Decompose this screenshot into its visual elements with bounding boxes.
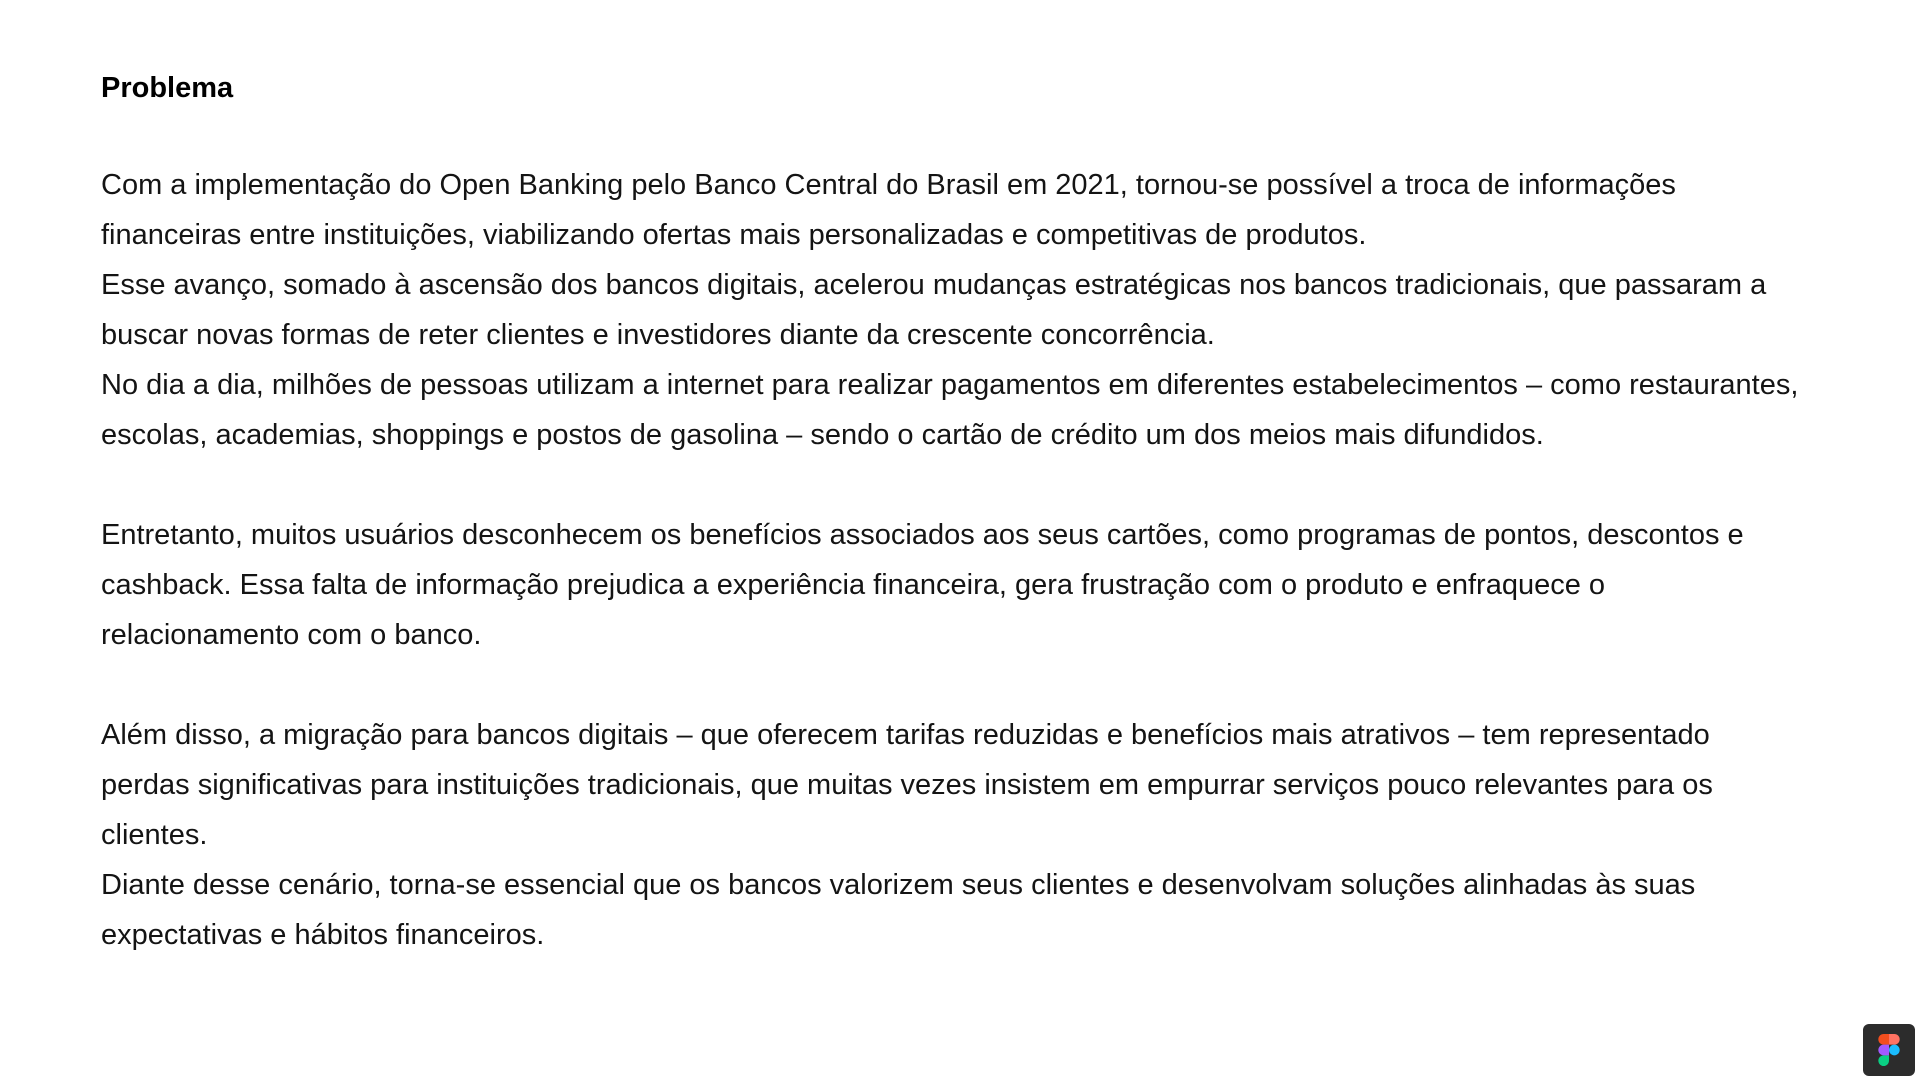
- spacer: [101, 460, 1801, 510]
- paragraph-conclusion: Diante desse cenário, torna-se essencial que os bancos valorizem seus clientes e desenvolvam soluções alinhadas às suas expectativas e hábitos financeiros.: [101, 869, 1696, 951]
- section-title: Problema: [101, 72, 234, 104]
- paragraph-open-banking: Com a implementação do Open Banking pelo Banco Central do Brasil em 2021, tornou-se possível a troca de informações financeiras entre instituições, viabilizando ofertas mais personalizadas e competitivas de produtos.: [101, 169, 1676, 251]
- spacer: [101, 108, 1801, 160]
- content-area: [101, 68, 1801, 960]
- paragraph-benefits: Entretanto, muitos usuários desconhecem os benefícios associados aos seus cartões, como programas de pontos, descontos e cashback. Essa falta de informação prejudica a experiência financeira, gera frustração com o produto e enfraquece o relacionamento com o banco.: [101, 519, 1744, 651]
- paragraph-digital-banks: Esse avanço, somado à ascensão dos bancos digitais, acelerou mudanças estratégicas nos bancos tradicionais, que passaram a buscar novas formas de reter clientes e investidores diante da crescente concorrência.: [101, 269, 1767, 351]
- paragraph-migration: Além disso, a migração para bancos digitais – que oferecem tarifas reduzidas e benefícios mais atrativos – tem representado perdas significativas para instituições tradicionais, que muitas vezes insistem em empurrar serviços pouco relevantes para os clientes.: [101, 719, 1713, 851]
- figma-logo-icon: [1878, 1034, 1900, 1066]
- paragraph-payments: No dia a dia, milhões de pessoas utilizam a internet para realizar pagamentos em diferentes estabelecimentos – como restaurantes, escolas, academias, shoppings e postos de gasolina – sendo o cartão de crédito um dos meios mais difundidos.: [101, 369, 1799, 451]
- spacer: [101, 660, 1801, 710]
- figma-button[interactable]: [1863, 1024, 1915, 1076]
